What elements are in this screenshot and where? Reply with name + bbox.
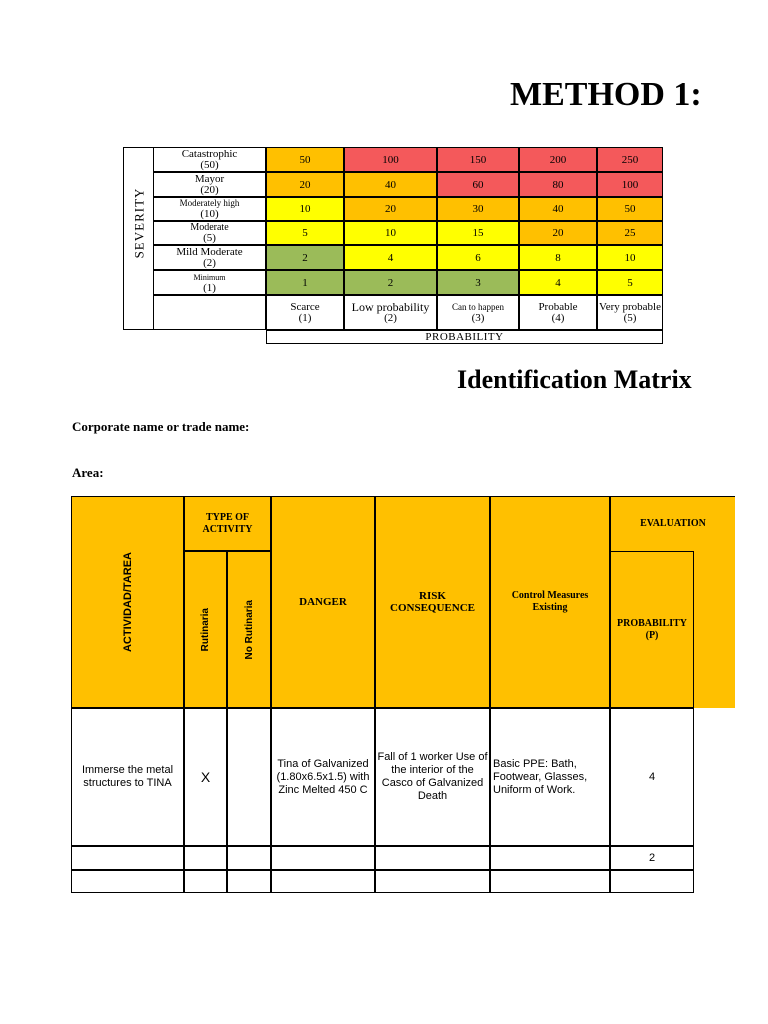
severity-name: Moderately high bbox=[179, 198, 240, 208]
score-cell: 5 bbox=[597, 270, 663, 295]
header-type-of-activity-label: TYPE OF ACTIVITY bbox=[202, 511, 253, 535]
header-activity bbox=[71, 496, 184, 708]
table-row-2-probability: 2 bbox=[610, 846, 694, 870]
probability-value: (4) bbox=[551, 311, 565, 324]
severity-value: (1) bbox=[203, 281, 216, 294]
severity-value: (2) bbox=[203, 256, 216, 269]
header-routine-label: Rutinaria bbox=[200, 607, 211, 652]
probability-value: (1) bbox=[298, 311, 312, 324]
probability-value: (5) bbox=[623, 311, 637, 324]
header-probability bbox=[610, 551, 694, 708]
severity-name: Mayor bbox=[194, 172, 225, 185]
header-activity-label: ACTIVIDAD/TAREA bbox=[121, 551, 134, 652]
corporate-name-label: Corporate name or trade name: bbox=[72, 419, 250, 434]
severity-label-minimum bbox=[153, 270, 266, 295]
score-cell: 40 bbox=[519, 197, 597, 221]
table-row-2-activity bbox=[71, 846, 184, 870]
severity-axis bbox=[126, 150, 152, 296]
score-cell: 3 bbox=[437, 270, 519, 295]
severity-label-mild-moderate bbox=[153, 245, 266, 270]
score-cell: 50 bbox=[266, 147, 344, 172]
severity-value: (5) bbox=[203, 232, 216, 244]
table-row-3-control-measures bbox=[490, 870, 610, 893]
score-cell: 20 bbox=[519, 221, 597, 245]
probability-axis-label: PROBABILITY bbox=[266, 330, 663, 344]
table-row-1-activity: Immerse the metal structures to TINA bbox=[71, 708, 184, 846]
score-cell: 250 bbox=[597, 147, 663, 172]
probability-name: Very probable bbox=[598, 300, 661, 313]
matrix-corner-cell bbox=[153, 295, 266, 330]
severity-axis-label: SEVERITY bbox=[131, 187, 146, 259]
probability-name: Can to happen bbox=[452, 301, 504, 312]
score-cell: 2 bbox=[344, 270, 437, 295]
score-cell: 8 bbox=[519, 245, 597, 270]
severity-name: Catastrophic bbox=[181, 147, 238, 160]
table-row-1-non-routine bbox=[227, 708, 271, 846]
severity-value: (10) bbox=[200, 208, 219, 220]
table-row-3-risk-consequence bbox=[375, 870, 490, 893]
score-cell: 100 bbox=[597, 172, 663, 197]
probability-name: Scarce bbox=[290, 300, 320, 313]
table-row-3-probability bbox=[610, 870, 694, 893]
header-risk-consequence-label: RISK CONSEQUENCE bbox=[390, 590, 475, 614]
severity-label-catastrophic bbox=[153, 147, 266, 172]
score-cell: 10 bbox=[597, 245, 663, 270]
header-control-measures bbox=[490, 496, 610, 708]
table-row-1-danger: Tina of Galvanized (1.80x6.5x1.5) with Zinc Melted 450 C bbox=[271, 708, 375, 846]
probability-value: (3) bbox=[471, 311, 485, 324]
score-cell: 4 bbox=[519, 270, 597, 295]
severity-label-moderate bbox=[153, 221, 266, 245]
header-routine bbox=[184, 551, 227, 708]
table-row-3-routine bbox=[184, 870, 227, 893]
header-control-measures-label: Control Measures Existing bbox=[511, 590, 589, 613]
score-cell: 15 bbox=[437, 221, 519, 245]
score-cell: 25 bbox=[597, 221, 663, 245]
header-non-routine bbox=[227, 551, 271, 708]
header-evaluation-extension bbox=[694, 551, 735, 708]
score-cell: 100 bbox=[344, 147, 437, 172]
header-evaluation bbox=[610, 496, 735, 551]
table-row-2-routine bbox=[184, 846, 227, 870]
score-cell: 6 bbox=[437, 245, 519, 270]
probability-label-can-happen bbox=[437, 295, 519, 330]
header-probability-label: PROBABILITY (P) bbox=[616, 617, 687, 641]
table-row-3-activity bbox=[71, 870, 184, 893]
header-evaluation-label: EVALUATION bbox=[640, 518, 706, 529]
header-danger-label: DANGER bbox=[299, 596, 347, 608]
score-cell: 1 bbox=[266, 270, 344, 295]
matrix-title: Identification Matrix bbox=[457, 365, 692, 394]
score-cell: 20 bbox=[266, 172, 344, 197]
severity-name: Moderate bbox=[190, 222, 229, 233]
score-cell: 5 bbox=[266, 221, 344, 245]
table-row-2-control-measures bbox=[490, 846, 610, 870]
score-cell: 200 bbox=[519, 147, 597, 172]
table-row-2-danger bbox=[271, 846, 375, 870]
probability-label-probable bbox=[519, 295, 597, 330]
table-row-1-routine: X bbox=[184, 708, 227, 846]
score-cell: 50 bbox=[597, 197, 663, 221]
severity-value: (50) bbox=[200, 158, 219, 171]
header-risk-consequence bbox=[375, 496, 490, 708]
table-row-1-risk-consequence: Fall of 1 worker Use of the interior of the Casco of Galvanized Death bbox=[375, 708, 490, 846]
table-row-2-risk-consequence bbox=[375, 846, 490, 870]
score-cell: 4 bbox=[344, 245, 437, 270]
header-non-routine-label: No Rutinaria bbox=[243, 599, 255, 660]
table-row-1-control-measures: Basic PPE: Bath, Footwear, Glasses, Uniform of Work. bbox=[490, 708, 610, 846]
table-row-1-probability: 4 bbox=[610, 708, 694, 846]
severity-label-mayor bbox=[153, 172, 266, 197]
table-row-3-danger bbox=[271, 870, 375, 893]
score-cell: 40 bbox=[344, 172, 437, 197]
score-cell: 150 bbox=[437, 147, 519, 172]
severity-name: Mild Moderate bbox=[176, 245, 243, 258]
score-cell: 2 bbox=[266, 245, 344, 270]
probability-name: Probable bbox=[538, 300, 578, 313]
probability-label-scarce bbox=[266, 295, 344, 330]
severity-name: Minimum bbox=[193, 272, 226, 282]
area-label: Area: bbox=[72, 465, 104, 480]
header-danger bbox=[271, 496, 375, 708]
probability-value: (2) bbox=[384, 311, 397, 324]
probability-name: Low probability bbox=[351, 299, 430, 314]
header-type-of-activity bbox=[184, 496, 271, 551]
score-cell: 10 bbox=[266, 197, 344, 221]
table-row-3-non-routine bbox=[227, 870, 271, 893]
score-cell: 10 bbox=[344, 221, 437, 245]
severity-value: (20) bbox=[200, 183, 219, 196]
probability-label-very-probable bbox=[597, 295, 663, 330]
score-cell: 30 bbox=[437, 197, 519, 221]
severity-label-moderately-high bbox=[153, 197, 266, 221]
score-cell: 60 bbox=[437, 172, 519, 197]
method-title: METHOD 1: bbox=[510, 76, 702, 113]
probability-label-low bbox=[344, 295, 437, 330]
score-cell: 20 bbox=[344, 197, 437, 221]
table-row-2-non-routine bbox=[227, 846, 271, 870]
score-cell: 80 bbox=[519, 172, 597, 197]
